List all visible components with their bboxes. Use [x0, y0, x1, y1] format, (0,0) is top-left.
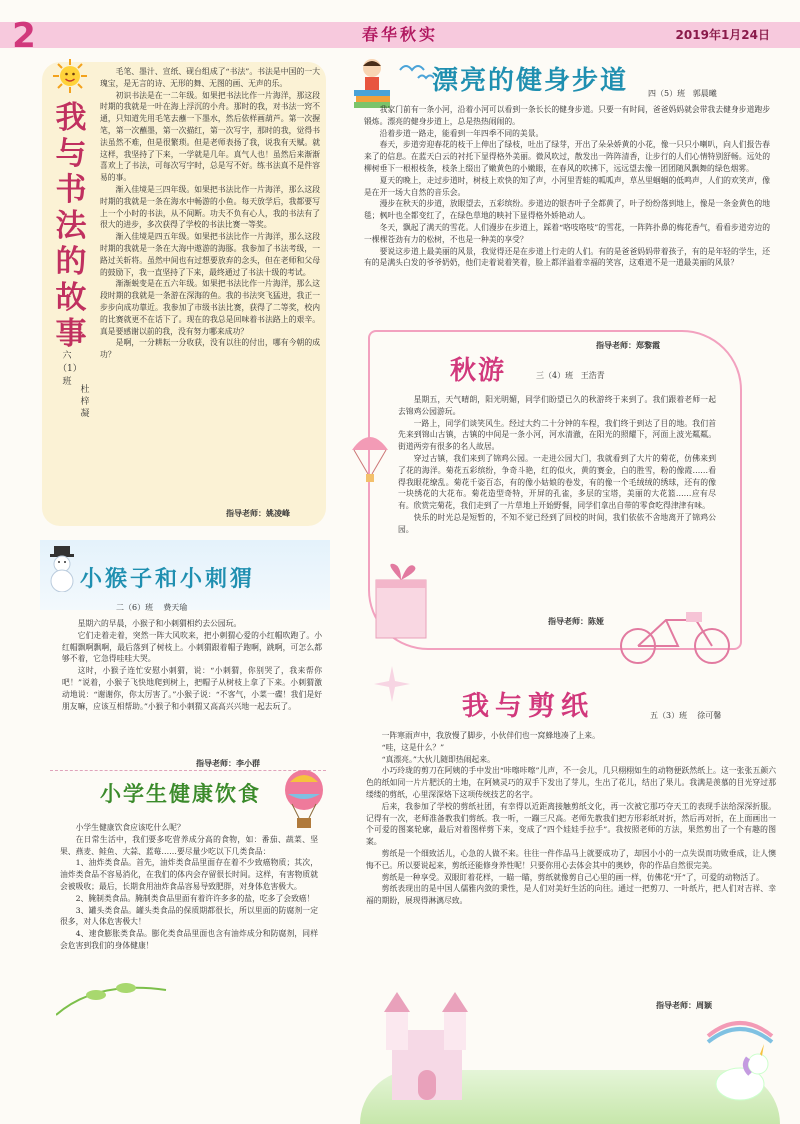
paragraph: 毛笔、墨汁、宣纸、砚台组成了“书法”。书法是中国的一大瑰宝，是无言的诗、无形的舞、无图的画、无声的乐。 — [100, 67, 320, 88]
leaf-decoration-icon — [56, 970, 176, 1020]
calligraphy-body — [100, 66, 320, 361]
fitness-byline — [648, 88, 717, 99]
paragraph: 后来，我参加了学校的剪纸社团，有幸得以近距离接触剪纸文化，再一次被它那巧夺天工的表现手法给深深折服。记得有一次，老师准备教我们剪纸。我一听，一蹦三尺高。老师先教我们把方形彩纸对折，然后再对折，在上面画出一个可爱的图案轮廓，最后对着图样剪下来，变成了“四个娃娃手拉手”。我按照老师的方法，果然剪出了一个有趣的图案。 — [366, 801, 776, 847]
paragraph: 快乐的时光总是短暂的，不知不觉已经到了回校的时间，我们依依不舍地离开了锦鸡公园。 — [398, 512, 716, 534]
paragraph: 漫步在秋天的步道，放眼望去，五彩缤纷。步道边的银杏叶子全都黄了，叶子纷纷落到地上，像是一条金黄色的地毯；枫叶也全都变红了，在绿色草地的映衬下显得格外娇艳动人。 — [364, 199, 770, 221]
snowman-icon — [44, 546, 80, 592]
page-number: 2 — [12, 16, 36, 56]
monkey-title: 小猴子和小刺猬 — [80, 567, 256, 592]
parachute-icon — [350, 430, 390, 490]
paragraph: 渐入佳境是四五年级。如果把书法比作一片海洋，那么这段时期的我就是一条在大海中遨游的海豚。我参加了书法考级，一路过关斩将。虽然中间也有过想要放弃的念头，但在老师和父母的鼓励下，我一直坚持了下来，最终通过了书法十级的考试。 — [100, 232, 320, 277]
paragraph: 3、罐头类食品。罐头类食品的保质期都很长，所以里面的防腐剂一定很多，对人体危害极大！ — [60, 905, 318, 927]
autumn-teacher: 指导老师：陈娅 — [548, 617, 604, 626]
paragraph: 渐渐蜕变是在五六年级。如果把书法比作一片海洋，那么这段时期的我就是一条游在深海的鱼。我的书法突飞猛进，我正一步步向成功靠近。我参加了市级书法比赛，获得了二等奖，校内的比赛就更不在话下了。现在的我总是回味着书法路上的艰辛。真是要感谢以前的我，没有努力哪来成功？ — [100, 279, 320, 336]
monkey-teacher: 指导老师：李小群 — [196, 759, 260, 768]
paragraph: 星期六的早晨，小猴子和小刺猬相约去公园玩。 — [77, 619, 242, 628]
castle-icon — [382, 990, 472, 1100]
fitness-author: 郭晨曦 — [692, 89, 717, 98]
paragraph: 是啊，一分耕耘一分收获，没有以往的付出，哪有今朝的成功？ — [100, 338, 320, 360]
fitness-class: 四（5）班 — [648, 89, 686, 98]
bicycle-icon — [616, 606, 736, 666]
paragraph: 夏天的晚上，走过步道时，树枝上欢快的知了声，小河里青蛙的呱呱声，草丛里蝈蝈的低鸣声，人们的欢笑声，像是在开一场大自然的音乐会。 — [364, 175, 770, 197]
paragraph: 1、油炸类食品。首先，油炸类食品里面存在着不少致癌物质；其次，油炸类食品不容易消化，在我们的体内会存留很长时间。这样，有害物质就会被吸收；最后，长期食用油炸食品容易导致肥胖，对身体危害极大。 — [60, 858, 318, 891]
papercut-byline — [650, 710, 721, 721]
publication-title: 春华秋实 — [361, 25, 438, 44]
paragraph: 一路上，同学们谈笑风生。经过大约二十分钟的车程，我们终于到达了目的地。我们首先来到锦山古镇，古镇的中间是一条小河，河水清澈，在阳光的照耀下，河面上波光粼粼。街道两旁有很多的名人故居。 — [398, 418, 716, 452]
autumn-class: 三（4）班 — [536, 371, 574, 380]
papercut-title: 我与剪纸 — [462, 691, 594, 722]
paragraph: 4、速食膨胀类食品。膨化类食品里面也含有油炸成分和防腐剂，同样会危害到我们的身体健康！ — [60, 929, 318, 950]
paragraph: 它们走着走着，突然一阵大风吹来，把小刺猬心爱的小红帽吹跑了。小红帽飘啊飘啊，最后落到了树枝上。小刺猬跟着帽子跑啊，跳啊，可怎么都够不着，它急得哇哇大哭。 — [62, 630, 322, 664]
paragraph: 剪纸是一个细致活儿，心急的人做不来。往往一件作品马上就要成功了，却因小小的一点失误而功败垂成，让人懊悔不已。所以要说起来，剪纸还能修身养性呢！只要你用心去体会其中的奥妙，你的作品自然很完美。 — [366, 848, 776, 870]
paragraph: 春天，步道旁迎春花的枝干上伸出了绿枝，吐出了绿芽，开出了朵朵娇黄的小花，像一只只小喇叭，向人们报告春来了的信息。在蓝天白云的衬托下显得格外美丽。微风吹过，散发出一阵阵清香，让步行的人们心情特别舒畅。远处的柳树垂下一根根枝条，枝条上缀出了嫩黄色的小嫩眼，在春风的吹拂下，远远望去像一团团随风飘舞的绿色烟雾。 — [364, 140, 770, 173]
publication-date: 2019年1月24日 — [675, 28, 770, 42]
paragraph: 冬天，飘起了满天的雪花。人们漫步在步道上，踩着“咯吱咯吱”的雪花，一阵阵扑鼻的梅花香气，看看步道旁边的一棵棵苍劲有力的松树，不也是一种美的享受？ — [364, 222, 770, 244]
paragraph: 这时，小猴子连忙安慰小刺猬，说：“小刺猬，你别哭了，我来帮你吧！”说着，小猴子飞快地爬到树上，把帽子从树枝上拿了下来。小刺猬激动地说：“谢谢你，你太厉害了。”小猴子说：“不客气，小菜一碟！我们是好朋友嘛，应该互相帮助。”小猴子和小刺猬又高高兴兴地一起去玩了。 — [62, 666, 322, 711]
birds-icon — [398, 60, 434, 82]
paragraph: 剪纸是一种享受。双眼盯着花样，一瞄一瞄，剪纸就像剪自己心里的画一样，仿佛花“开”了，可爱的动物活了。 — [381, 872, 764, 882]
sun-icon — [52, 58, 88, 94]
papercut-body — [366, 730, 776, 907]
paragraph: 渐入佳境是三四年级。如果把书法比作一片海洋，那么这段时期的我就是一条在海水中畅游的小鱼。每天放学后，我都要写上一个小时的书法，从不间断。功夫不负有心人，我的书法有了很大的进步，多次获得了学校的书法比赛一等奖。 — [100, 184, 320, 230]
papercut-class: 五（3）班 — [650, 711, 688, 720]
calligraphy-author: 杜梓凝 — [80, 385, 90, 419]
health-title: 小学生健康饮食 — [100, 782, 261, 806]
paragraph: 小巧玲珑的剪刀在阿姨的手中发出“咔嚓咔嚓”儿声，不一会儿，几只栩栩如生的动物便跃然纸上。这一张张五颜六色的纸如同一片片肥沃的土地，在阿姨灵巧的双手下发出了芽儿，生出了花儿，结出了果儿。我满是羡慕的目光穿过那缕缕的剪纸，心里深深烙下这项传统技艺的名字。 — [366, 766, 776, 799]
fitness-title: 漂亮的健身步道 — [432, 66, 629, 96]
fitness-body — [364, 104, 770, 269]
papercut-author: 徐可馨 — [697, 711, 722, 720]
paragraph: “哇，这是什么？” — [381, 742, 445, 752]
paragraph: 在日常生活中，我们要多吃营养成分高的食物，如：番茄、蔬菜、坚果、燕麦、鲑鱼、大蒜、蓝莓……要尽量少吃以下几类食品： — [60, 834, 318, 856]
paragraph: 沿着步道一路走，能看到一年四季不同的美景。 — [379, 128, 544, 138]
paragraph: 小学生健康饮食应该吃什么呢？ — [75, 823, 185, 832]
paragraph: 初识书法是在一二年级。如果把书法比作一片海洋，那这段时期的我就是一叶在海上浮沉的小舟。那时的我，对书法一窍不通，只知道先用毛笔去蘸一下墨水，然后依样画葫芦。第一次握笔，第一次蘸墨，第一次描红，第一次写字，那时的我，觉得书法虽然不难，但是很繁琐。但是老师表扬了我，说我有天赋。就这样，我坚持了下来，一学就是几年。真气人也！虽然后来渐渐喜欢上了书法，可每次写字时，总是写不好。练书法真不是件容易的事。 — [100, 90, 320, 183]
paragraph: “真漂亮。”大伙儿随即热闹起来。 — [381, 754, 495, 764]
monkey-class: 二（6）班 — [116, 603, 154, 612]
monkey-byline — [116, 602, 187, 613]
boy-reading-icon — [348, 56, 396, 108]
gift-box-icon — [370, 560, 432, 640]
autumn-byline — [536, 370, 605, 381]
fitness-teacher: 指导老师：郑黎霞 — [596, 341, 660, 350]
papercut-teacher: 指导老师：周颖 — [656, 1001, 712, 1010]
paragraph: 星期五，天气晴朗，阳光明媚，同学们盼望已久的秋游终于来到了。我们跟着老师一起去锦鸡公园游玩。 — [398, 395, 716, 416]
calligraphy-title: 我与书法的故事 — [55, 100, 87, 352]
autumn-title: 秋游 — [450, 356, 507, 386]
calligraphy-teacher: 指导老师：姚凌峰 — [226, 509, 290, 518]
paragraph: 剪纸表现出的是中国人儒雅内敛的秉性，是人们对美好生活的向往。通过一把剪刀、一叶纸片，把人们对吉祥、幸福的期盼，展现得淋漓尽致。 — [366, 884, 776, 906]
paragraph: 一阵寒雨声中，我放慢了脚步，小伙伴们也一窝蜂地凑了上来。 — [381, 731, 600, 740]
health-body — [60, 822, 318, 952]
unicorn-icon — [700, 1016, 780, 1106]
autumn-body — [398, 394, 716, 536]
monkey-author: 费天瑜 — [163, 603, 188, 612]
paragraph: 我家门前有一条小河，沿着小河可以看到一条长长的健身步道。只要一有时间，爸爸妈妈就会带我去健身步道跑步锻炼。漂亮的健身步道上，总是热热闹闹的。 — [364, 105, 770, 126]
calligraphy-class: 六（1）班 — [58, 351, 82, 387]
autumn-author: 王浩青 — [580, 371, 605, 380]
paragraph: 要说这步道上最美丽的风景，我觉得还是在步道上行走的人们。有的是爸爸妈妈带着孩子，有的是年轻的学生，还有的是满头白发的爷爷奶奶，他们走着说着笑着，脸上都洋溢着幸福的笑容，这难道不是一道最美丽的风景？ — [364, 246, 770, 268]
sparkle-icon — [372, 664, 412, 704]
paragraph: 穿过古镇，我们来到了锦鸡公园。一走进公园大门，我就看到了大片的菊花，仿佛来到了花的海洋。菊花五彩缤纷，争奇斗艳，红的似火，黄的赛金，白的胜雪，粉的像霞……看得我眼花缭乱。菊花千姿百态，有的像小姑娘的卷发，有的像一个毛绒绒的绣球，还有的像一块绣花的大花布。菊花造型奇特，开屏的孔雀，多层的宝塔，美丽的大花篮……应有尽有。欣赏完菊花，我们走到了一片草地上开始野餐，同学们拿出自带的零食吃得津津有味。 — [398, 453, 716, 511]
paragraph: 2、腌制类食品。腌制类食品里面有着许许多多的盐，吃多了会致癌！ — [75, 893, 315, 903]
monkey-body — [62, 618, 322, 712]
